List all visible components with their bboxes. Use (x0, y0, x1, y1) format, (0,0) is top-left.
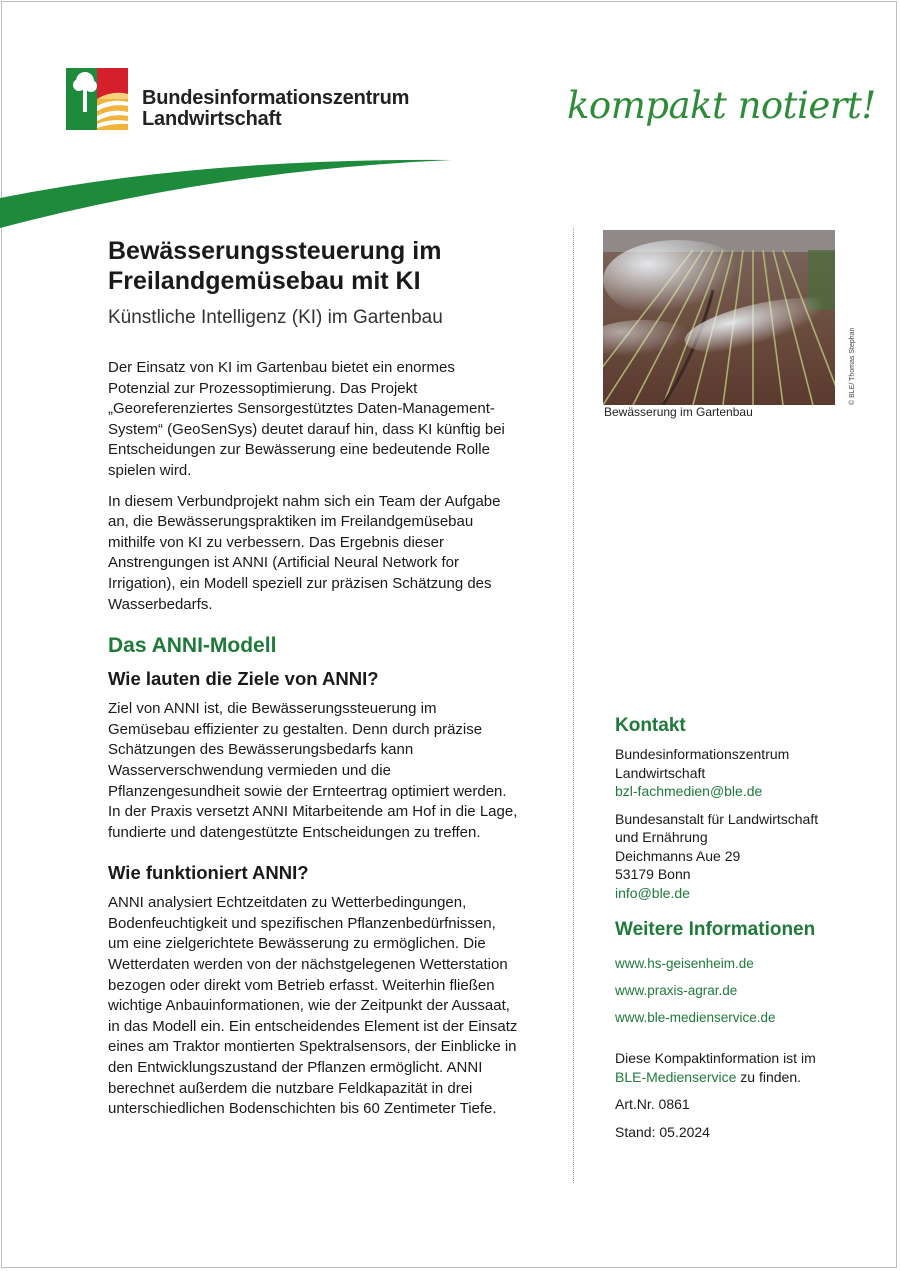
contact1-line1: Bundesinformationszentrum (615, 746, 790, 762)
link-hs-geisenheim[interactable]: www.hs-geisenheim.de (615, 956, 754, 971)
contact1-line2: Landwirtschaft (615, 764, 706, 781)
ble-logo (66, 68, 128, 130)
article-title: Bewässerungssteuerung im Freilandgemüsebau mit KI (108, 237, 442, 295)
contact2-email-link[interactable]: info@ble.de (615, 884, 690, 901)
link-ble-medienservice[interactable]: www.ble-medienservice.de (615, 1010, 776, 1025)
intro-paragraph: Der Einsatz von KI im Gartenbau bietet ein enormes Potenzial zur Prozessoptimierung. Das Projekt „Georeferenziertes Sensorgestütztes Daten-Management- System“ (GeoSenSys) deutet darauf hin, dass KI künftig bei Entscheidungen zur Bewässerung eine bedeutende Rolle spielen wird. (108, 359, 505, 479)
goals-paragraph: Ziel von ANNI ist, die Bewässerungssteuerung im Gemüsebau effizienter zu gestalten. Denn durch präzise Schätzungen des Bewässerungsbedarfs kann Wasserverschwendung vermieden und die Pflanzengesundheit sowie der Ernteertrag optimiert werden. In der Praxis versetzt ANNI Mitarbeitende am Hof in die Lage, fundierte und datengestützte Entscheidungen zu treffen. (108, 700, 518, 841)
contact1-email-link[interactable]: bzl-fachmedien@ble.de (615, 783, 763, 799)
article-number: Art.Nr. 0861 (615, 1096, 690, 1112)
contact2-line2: und Ernährung (615, 829, 708, 845)
contact2-city: 53179 Bonn (615, 866, 691, 882)
photo-caption: Bewässerung im Gartenbau (604, 405, 753, 419)
contact2-street: Deichmanns Aue 29 (615, 847, 741, 864)
link-praxis-agrar[interactable]: www.praxis-agrar.de (615, 983, 738, 998)
tagline: kompakt notiert! (567, 84, 876, 127)
question-how: Wie funktioniert ANNI? (108, 862, 309, 884)
section-title: Das ANNI-Modell (108, 634, 277, 658)
contact2-line1: Bundesanstalt für Landwirtschaft (615, 810, 819, 827)
green-swoosh (0, 150, 470, 230)
org-name-line2: Landwirtschaft (142, 108, 282, 130)
photo-credit: © BLE/ Thomas Stephan (849, 327, 856, 405)
org-name-line1: Bundesinformationszentrum (142, 87, 410, 109)
org-name (142, 88, 409, 130)
article (108, 236, 548, 1120)
article-subtitle: Künstliche Intelligenz (KI) im Gartenbau (108, 307, 443, 328)
more-info-title: Weitere Informationen (615, 919, 816, 940)
how-paragraph: ANNI analysiert Echtzeitdaten zu Wetterbedingungen, Bodenfeuchtigkeit und spezifischen Pflanzenbedürfnissen, um eine zielgerichtete Bewässerung zu ermöglichen. Die Wetterdaten werden von der nächstgelegenen Wetterstation bezogen oder direkt vom Betrieb erfasst. Weiterhin fließen wichtige Anbauinformationen, wie der Zeitpunkt der Aussaat, in das Modell ein. Ein entscheidendes Element ist der Einsatz eines am Traktor montierten Spektralsensors, der Einblicke in den Entwicklungszustand der Pflanzen ermöglicht. ANNI berechnet außerdem die nutzbare Feldkapazität in drei unterschiedlichen Bodenschichten bis 60 Zentimeter Tiefe. (108, 894, 518, 1118)
info-note: Diese Kompaktinformation ist im BLE-Medienservice zu finden. (615, 1050, 816, 1085)
stand-date: Stand: 05.2024 (615, 1123, 710, 1140)
ble-medienservice-link[interactable]: BLE-Medienservice (615, 1068, 737, 1085)
column-divider (573, 228, 574, 1183)
contact-title: Kontakt (615, 715, 686, 736)
irrigation-photo (603, 230, 835, 405)
project-paragraph: In diesem Verbundprojekt nahm sich ein Team der Aufgabe an, die Bewässerungspraktiken im Freilandgemüsebau mithilfe von KI zu verbessern. Das Ergebnis dieser Anstrengungen ist ANNI (Artificial Neural Network for Irrigation), ein Modell speziell zur präzisen Schätzung des Wasserbedarfs. (108, 492, 501, 613)
sidebar (615, 714, 855, 1141)
question-goals: Wie lauten die Ziele von ANNI? (108, 668, 379, 690)
